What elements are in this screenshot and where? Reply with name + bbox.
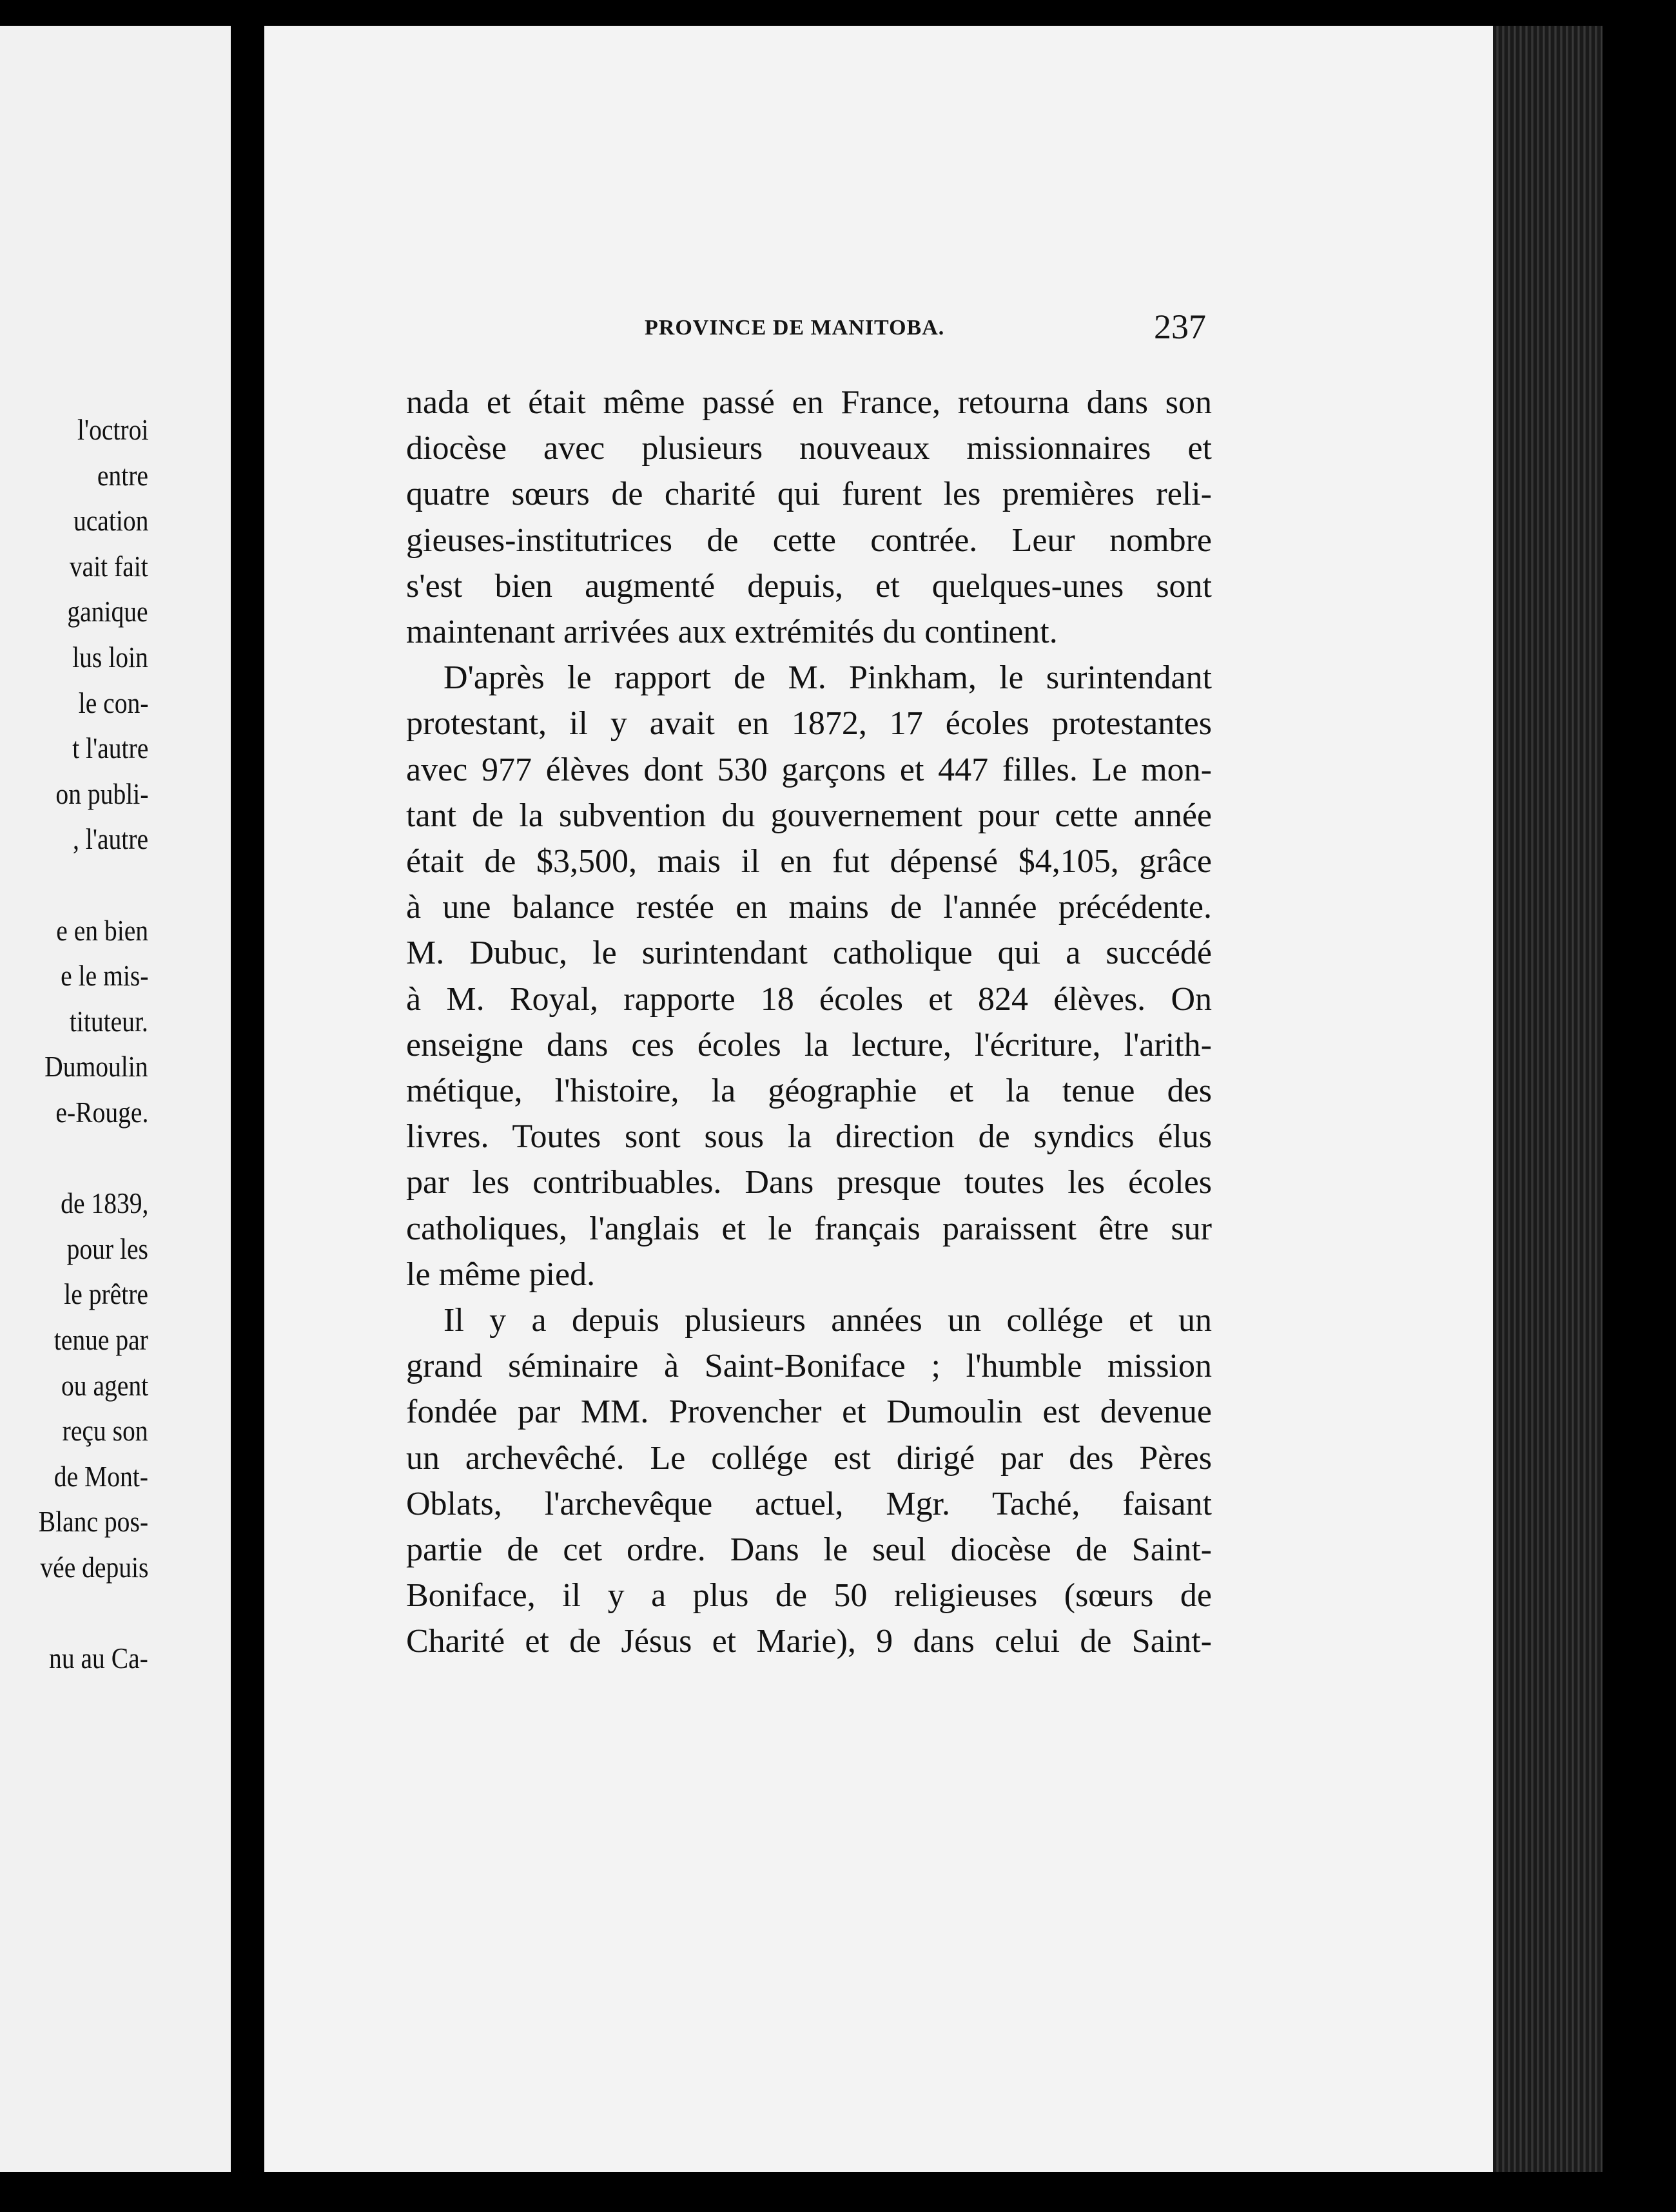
previous-page-line: Dumoulin	[44, 1050, 148, 1083]
text-line: par les contribuables. Dans presque toutes les écoles	[406, 1164, 1212, 1201]
page-edge-stack	[1493, 26, 1603, 2172]
previous-page-line: on publi-	[55, 777, 148, 810]
text-line: grand séminaire à Saint-Boniface ; l'humble mission	[406, 1348, 1212, 1385]
running-title: PROVINCE DE MANITOBA.	[645, 316, 945, 340]
previous-page-line: e-Rouge.	[55, 1096, 148, 1129]
text-line: s'est bien augmenté depuis, et quelques-unes sont	[406, 567, 1212, 605]
previous-page-line: ou agent	[61, 1368, 148, 1402]
text-line: protestant, il y avait en 1872, 17 écoles protestantes	[406, 705, 1212, 742]
text-line: M. Dubuc, le surintendant catholique qui a succédé	[406, 935, 1212, 972]
previous-page-line: ganique	[67, 595, 148, 628]
text-line: partie de cet ordre. Dans le seul diocèse de Saint-	[406, 1531, 1212, 1568]
previous-page-line: e en bien	[56, 913, 148, 947]
previous-page-line: nu au Ca-	[49, 1642, 148, 1675]
text-line: métique, l'histoire, la géographie et la tenue des	[406, 1072, 1212, 1109]
previous-page-line: tituteur.	[70, 1004, 148, 1038]
scan-border-right	[1603, 0, 1676, 2212]
text-line: enseigne dans ces écoles la lecture, l'écriture, l'arith-	[406, 1026, 1212, 1063]
previous-page-line: e le mis-	[60, 959, 148, 993]
previous-page-line: de 1839,	[60, 1187, 148, 1220]
previous-page-fragment	[0, 26, 231, 2172]
previous-page-line: vait fait	[70, 549, 148, 583]
text-line: D'après le rapport de M. Pinkham, le surintendant	[443, 659, 1212, 697]
previous-page-line: le prêtre	[64, 1277, 148, 1311]
text-line: avec 977 élèves dont 530 garçons et 447 filles. Le mon-	[406, 751, 1212, 788]
text-line: un archevêché. Le collége est dirigé par des Pères	[406, 1439, 1212, 1477]
text-line: catholiques, l'anglais et le français paraissent être sur	[406, 1210, 1212, 1247]
text-line: Oblats, l'archevêque actuel, Mgr. Taché, faisant	[406, 1485, 1212, 1522]
previous-page-line: t l'autre	[72, 732, 148, 765]
text-line: le même pied.	[406, 1256, 596, 1293]
previous-page-line: ucation	[73, 504, 148, 538]
text-line: gieuses-institutrices de cette contrée. Leur nombre	[406, 521, 1212, 559]
text-line: maintenant arrivées aux extrémités du continent.	[406, 614, 1058, 650]
previous-page-line: le con-	[78, 686, 148, 719]
previous-page-line: reçu son	[63, 1414, 148, 1448]
text-line: à M. Royal, rapporte 18 écoles et 824 élèves. On	[406, 980, 1212, 1018]
previous-page-line: lus loin	[72, 641, 148, 674]
previous-page-line: vée depuis	[39, 1551, 148, 1584]
previous-page-line: l'octroi	[77, 413, 148, 446]
scan-border-top	[0, 0, 1676, 26]
text-line: tant de la subvention du gouvernement pour cette année	[406, 797, 1212, 834]
text-line: fondée par MM. Provencher et Dumoulin est devenue	[406, 1393, 1212, 1431]
previous-page-line: , l'autre	[73, 822, 148, 856]
previous-page-line: Blanc pos-	[38, 1505, 148, 1538]
text-line: Charité et de Jésus et Marie), 9 dans celui de Saint-	[406, 1623, 1212, 1660]
text-line: Il y a depuis plusieurs années un collége et un	[443, 1302, 1212, 1339]
scan-border-bottom	[0, 2172, 1676, 2212]
previous-page-line: pour les	[66, 1232, 148, 1265]
text-line: nada et était même passé en France, retourna dans son	[406, 384, 1212, 421]
previous-page-line: tenue par	[54, 1323, 148, 1356]
text-line: livres. Toutes sont sous la direction de syndics élus	[406, 1118, 1212, 1156]
text-line: quatre sœurs de charité qui furent les premières reli-	[406, 476, 1212, 513]
text-line: diocèse avec plusieurs nouveaux missionnaires et	[406, 430, 1212, 467]
text-line: était de $3,500, mais il en fut dépensé $4,105, grâce	[406, 843, 1212, 880]
previous-page-line: entre	[97, 458, 148, 492]
text-line: à une balance restée en mains de l'année précédente.	[406, 889, 1212, 926]
book-gutter	[231, 26, 264, 2172]
previous-page-line: de Mont-	[54, 1459, 148, 1493]
text-line: Boniface, il y a plus de 50 religieuses (sœurs de	[406, 1577, 1212, 1615]
page-number: 237	[1154, 307, 1206, 346]
